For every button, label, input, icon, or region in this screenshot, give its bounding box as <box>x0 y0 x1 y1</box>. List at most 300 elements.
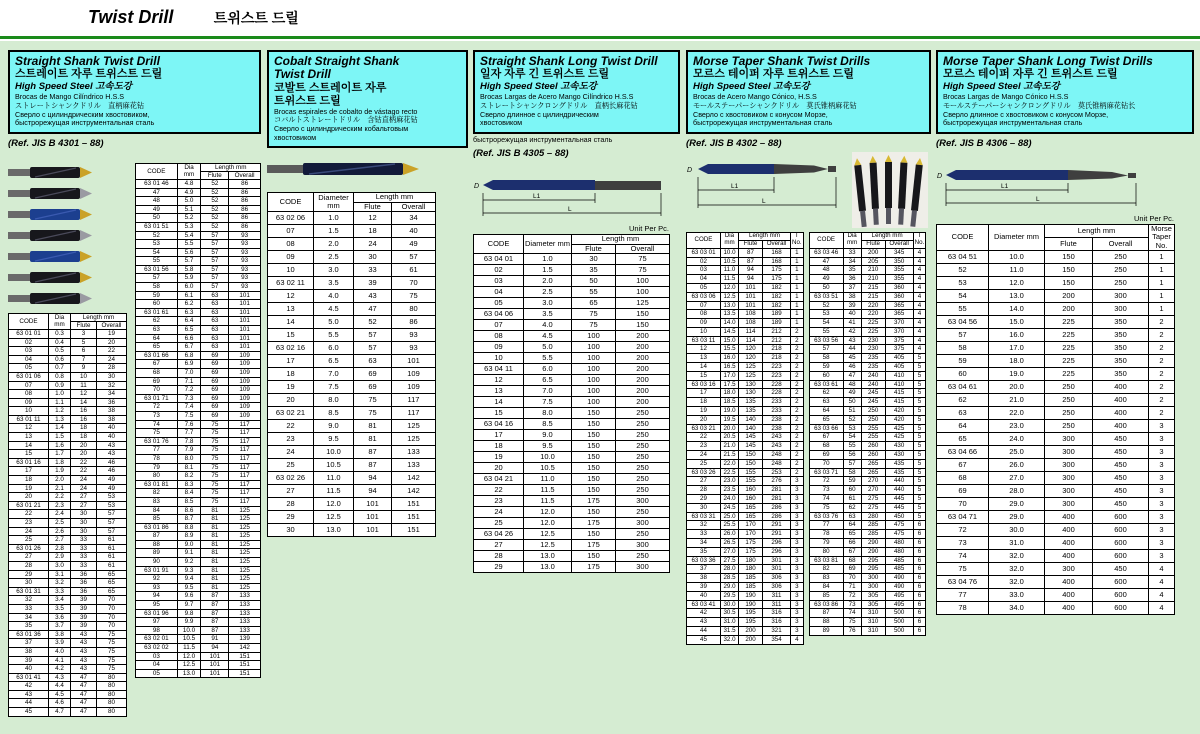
table-row: 02 0.4 5 20 <box>9 338 127 347</box>
table-row: 22 11.5 150 250 <box>474 485 670 496</box>
code-cell: 10 <box>9 407 49 416</box>
section-desc: Brocas Largas de Acero Mango Cilíndrico H.S.S <box>480 92 634 102</box>
code-cell: 32 <box>687 521 721 530</box>
section-title-korean: 스트레이트 자루 트위스트 드릴 <box>15 68 163 81</box>
table-row: 97 9.9 87 133 <box>136 618 261 627</box>
code-cell: 64 <box>136 334 178 343</box>
table-row: 82 69 295 485 6 <box>809 565 926 574</box>
table-row: 32 25.5 170 291 3 <box>687 521 804 530</box>
code-cell: 63 04 16 <box>474 419 524 430</box>
table-row: 63 02 16 6.0 57 93 <box>268 342 436 355</box>
table-row: 14 7.5 100 200 <box>474 397 670 408</box>
section-title: Morse Taper Shank Twist Drills <box>693 54 871 68</box>
page-title: Twist Drill <box>88 7 174 27</box>
table-row: 63 04 16 8.5 150 250 <box>474 419 670 430</box>
code-cell: 45 <box>687 635 721 644</box>
code-cell: 04 <box>474 287 524 298</box>
section-title: Straight Shank Twist Drill <box>15 54 160 68</box>
code-cell: 20 <box>268 394 314 407</box>
table-row: 10 5.5 100 200 <box>474 353 670 364</box>
jis-reference: (Ref. JIS B 4302 – 88) <box>686 137 782 149</box>
table-row: 27 11.5 94 142 <box>268 485 436 498</box>
code-cell: 98 <box>136 626 178 635</box>
code-cell: 87 <box>136 532 178 541</box>
jis-reference: (Ref. JIS B 4301 – 88) <box>8 137 104 149</box>
table-row: 55 42 225 370 4 <box>809 327 926 336</box>
table-row: 54 41 225 370 4 <box>809 319 926 328</box>
table-row: 87 8.9 81 125 <box>136 532 261 541</box>
code-cell: 58 <box>809 354 843 363</box>
table-row: 07 13.0 101 182 1 <box>687 301 804 310</box>
table-row: 18 7.0 69 109 <box>268 368 436 381</box>
table-row: 40 4.2 43 75 <box>9 665 127 674</box>
code-cell: 50 <box>809 283 843 292</box>
table-row: 77 7.9 75 117 <box>136 446 261 455</box>
table-row: 70 7.2 69 109 <box>136 386 261 395</box>
table-row: 73 7.5 69 109 <box>136 411 261 420</box>
section-title-korean-line2: 트위스트 드릴 <box>274 94 341 107</box>
code-cell: 04 <box>9 355 49 364</box>
table-row: 39 29.0 185 306 3 <box>687 583 804 592</box>
table-row: 83 70 300 490 6 <box>809 574 926 583</box>
code-cell: 43 <box>687 618 721 627</box>
section-title: Morse Taper Shank Long Twist Drills <box>943 54 1153 68</box>
code-cell: 04 <box>687 275 721 284</box>
section-desc: Сверло длинное с цилиндрическим <box>480 109 599 119</box>
table-row: 92 9.4 81 125 <box>136 575 261 584</box>
code-cell: 08 <box>268 238 314 251</box>
code-cell: 63 03 86 <box>809 600 843 609</box>
section-title: Cobalt Straight Shank <box>274 54 400 68</box>
code-cell: 85 <box>809 591 843 600</box>
code-cell: 88 <box>809 618 843 627</box>
table-row: 85 72 305 495 6 <box>809 591 926 600</box>
section-desc: быстрорежущая инструментальная сталь <box>693 118 833 128</box>
table-row: 19 2.1 24 49 <box>9 484 127 493</box>
table-row: 34 26.5 175 296 3 <box>687 539 804 548</box>
code-cell: 63 04 76 <box>937 576 989 589</box>
table-row: 19 10.0 150 250 <box>474 452 670 463</box>
table-row: 37 3.9 43 75 <box>9 639 127 648</box>
table-row: 52 5.4 57 93 <box>136 231 261 240</box>
table-row: 19 7.5 69 109 <box>268 381 436 394</box>
table-row: 63 04 06 3.5 75 150 <box>474 309 670 320</box>
code-cell: 70 <box>937 498 989 511</box>
code-cell: 18 <box>9 476 49 485</box>
section-straight-shank-long <box>473 50 680 573</box>
table-row: 44 31.5 200 321 3 <box>687 626 804 635</box>
table-row: 63 03 16 17.5 130 228 2 <box>687 380 804 389</box>
table-row: 38 4.0 43 75 <box>9 647 127 656</box>
table-row: 39 4.1 43 75 <box>9 656 127 665</box>
table-row: 42 4.4 47 80 <box>9 682 127 691</box>
table-row: 10 14.5 114 212 2 <box>687 327 804 336</box>
code-cell: 82 <box>809 565 843 574</box>
code-cell: 48 <box>809 266 843 275</box>
code-cell: 72 <box>136 403 178 412</box>
code-cell: 59 <box>937 355 989 368</box>
table-row: 63 01 86 8.8 81 125 <box>136 523 261 532</box>
table-row: 24 12.0 150 250 <box>474 507 670 518</box>
table-row: 78 65 285 475 6 <box>809 530 926 539</box>
section-title-line2: Twist Drill <box>274 67 331 82</box>
table-row: 04 0.6 7 24 <box>9 355 127 364</box>
code-cell: 70 <box>136 386 178 395</box>
section-desc: быстрорежущая инструментальная сталь <box>943 118 1083 128</box>
section-desc: モールステーパーシャンクロングドリル 莫氏锥柄麻花钻长 <box>943 100 1136 110</box>
table-row: 07 4.0 75 150 <box>474 320 670 331</box>
svg-text:L: L <box>1036 195 1040 203</box>
code-cell: 15 <box>9 450 49 459</box>
table-row: 94 9.6 87 133 <box>136 592 261 601</box>
code-cell: 57 <box>937 329 989 342</box>
table-row: 10 1.2 16 38 <box>9 407 127 416</box>
code-cell: 58 <box>937 342 989 355</box>
table-header: CODE Dia mm Length mm T No. Flute Overall <box>687 232 804 248</box>
code-cell: 07 <box>268 225 314 238</box>
section-title-korean: 모르스 테이퍼 자루 트위스트 드릴 <box>693 68 854 81</box>
code-cell: 63 04 51 <box>937 251 989 264</box>
code-cell: 63 03 11 <box>687 336 721 345</box>
table-row: 95 9.7 87 133 <box>136 601 261 610</box>
section-title-box <box>936 50 1194 134</box>
code-cell: 88 <box>136 540 178 549</box>
table-row: 13 4.5 47 80 <box>268 303 436 316</box>
table-row: 63 03 86 73 305 495 6 <box>809 600 926 609</box>
table-row: 63 04 56 15.0 225 350 2 <box>937 316 1175 329</box>
code-cell: 63 03 26 <box>687 468 721 477</box>
table-row: 70 57 265 435 5 <box>809 459 926 468</box>
code-cell: 08 <box>9 390 49 399</box>
table-row: 67 54 255 425 5 <box>809 433 926 442</box>
table-row: 63 04 61 20.0 250 400 2 <box>937 381 1175 394</box>
cobalt-table <box>267 192 436 537</box>
table-row: 63 22.0 250 400 2 <box>937 407 1175 420</box>
section-material: High Speed Steel 고속도강 <box>480 81 597 93</box>
table-row: 45 4.7 47 80 <box>9 708 127 717</box>
taper-drill-dimension-diagram <box>686 152 844 214</box>
table-row: 27 23.0 155 276 3 <box>687 477 804 486</box>
code-cell: 34 <box>9 613 49 622</box>
table-row: 59 46 235 405 5 <box>809 363 926 372</box>
svg-text:L1: L1 <box>731 182 739 190</box>
table-row: 28 12.0 101 151 <box>268 498 436 511</box>
table-header: CODE Diameter mm Length mm Flute Overall <box>474 235 670 254</box>
code-cell: 64 <box>809 407 843 416</box>
code-cell: 12 <box>687 345 721 354</box>
code-cell: 33 <box>9 604 49 613</box>
table-row: 18 9.5 150 250 <box>474 441 670 452</box>
code-cell: 58 <box>136 283 178 292</box>
svg-text:L: L <box>568 206 572 214</box>
table-row: 50 5.2 52 86 <box>136 214 261 223</box>
table-row: 64 6.6 63 101 <box>136 334 261 343</box>
code-cell: 89 <box>136 549 178 558</box>
table-row: 29 12.5 101 151 <box>268 511 436 524</box>
table-row: 63 02 02 11.5 94 142 <box>136 644 261 653</box>
table-row: 75 62 275 445 5 <box>809 503 926 512</box>
code-cell: 60 <box>937 368 989 381</box>
section-desc: Brocas Largas de Mango Cónico H.S.S <box>943 92 1069 102</box>
code-cell: 95 <box>136 601 178 610</box>
code-cell: 63 01 61 <box>136 308 178 317</box>
section-title-korean: 모르스 테이퍼 자루 긴 트위스트 드릴 <box>943 68 1118 81</box>
table-row: 59 18.0 225 350 2 <box>937 355 1175 368</box>
section-straight-shank <box>8 50 261 723</box>
table-row: 72 7.4 69 109 <box>136 403 261 412</box>
table-row: 28 3.0 33 61 <box>9 561 127 570</box>
code-cell: 63 <box>136 326 178 335</box>
code-cell: 35 <box>687 547 721 556</box>
code-cell: 03 <box>9 347 49 356</box>
code-cell: 63 03 66 <box>809 424 843 433</box>
table-row: 19 19.0 135 233 2 <box>687 407 804 416</box>
code-cell: 73 <box>937 537 989 550</box>
code-cell: 64 <box>937 420 989 433</box>
table-row: 12 15.5 120 218 2 <box>687 345 804 354</box>
table-row: 05 12.0 101 182 1 <box>687 283 804 292</box>
table-row: 22 9.0 81 125 <box>268 420 436 433</box>
table-row: 68 27.0 300 450 3 <box>937 472 1175 485</box>
table-row: 37 28.0 180 301 3 <box>687 565 804 574</box>
table-row: 03 11.0 94 175 1 <box>687 266 804 275</box>
table-row: 25 10.5 87 133 <box>268 459 436 472</box>
unit-note: Unit Per Pc. <box>628 224 669 234</box>
code-cell: 63 03 56 <box>809 336 843 345</box>
table-row: 93 9.5 81 125 <box>136 583 261 592</box>
code-cell: 62 <box>809 389 843 398</box>
table-row: 12 4.0 43 75 <box>268 290 436 303</box>
table-row: 63 03 51 38 215 360 4 <box>809 292 926 301</box>
section-title-box <box>8 50 261 134</box>
code-cell: 85 <box>136 515 178 524</box>
table-row: 27 2.9 33 61 <box>9 553 127 562</box>
table-row: 63 01 76 7.8 75 117 <box>136 437 261 446</box>
table-row: 87 74 310 500 6 <box>809 609 926 618</box>
table-row: 63 01 16 1.8 22 46 <box>9 458 127 467</box>
code-cell: 63 03 21 <box>687 424 721 433</box>
table-row: 63 01 66 6.8 69 109 <box>136 351 261 360</box>
code-cell: 19 <box>474 452 524 463</box>
code-cell: 63 01 46 <box>136 179 178 188</box>
code-cell: 55 <box>136 257 178 266</box>
table-row: 28 23.5 160 281 3 <box>687 486 804 495</box>
svg-text:L: L <box>762 197 766 205</box>
code-cell: 14 <box>474 397 524 408</box>
long-taper-table <box>936 224 1175 615</box>
code-cell: 63 04 01 <box>474 254 524 265</box>
code-cell: 75 <box>136 429 178 438</box>
table-row: 77 64 285 475 6 <box>809 521 926 530</box>
table-row: 23 21.0 145 243 2 <box>687 442 804 451</box>
table-row: 63 04 21 11.0 150 250 <box>474 474 670 485</box>
table-row: 82 8.4 75 117 <box>136 489 261 498</box>
header-divider <box>0 36 1200 39</box>
table-row: 63 01 11 1.3 16 38 <box>9 415 127 424</box>
table-row: 68 7.0 69 109 <box>136 369 261 378</box>
table-row: 62 21.0 250 400 2 <box>937 394 1175 407</box>
table-row: 44 4.6 47 80 <box>9 699 127 708</box>
code-cell: 02 <box>687 257 721 266</box>
code-cell: 60 <box>809 371 843 380</box>
drill-bits-photo <box>8 163 94 309</box>
code-cell: 59 <box>136 291 178 300</box>
page-title-korean: 트위스트 드릴 <box>213 10 299 26</box>
long-drill-table <box>473 234 670 573</box>
section-material: High Speed Steel 고속도강 <box>943 81 1060 93</box>
code-cell: 25 <box>9 536 49 545</box>
code-cell: 69 <box>809 451 843 460</box>
code-cell: 53 <box>937 277 989 290</box>
code-cell: 45 <box>9 708 49 717</box>
code-cell: 17 <box>687 389 721 398</box>
code-cell: 54 <box>809 319 843 328</box>
table-row: 84 71 300 490 6 <box>809 583 926 592</box>
table-row: 13 16.0 120 218 2 <box>687 354 804 363</box>
code-cell: 72 <box>809 477 843 486</box>
table-row: 17 9.0 150 250 <box>474 430 670 441</box>
table-row: 17 1.9 22 46 <box>9 467 127 476</box>
code-cell: 63 03 31 <box>687 512 721 521</box>
code-cell: 30 <box>268 524 314 537</box>
table-row: 63 02 21 8.5 75 117 <box>268 407 436 420</box>
table-row: 08 1.0 12 34 <box>9 390 127 399</box>
code-cell: 08 <box>474 331 524 342</box>
code-cell: 43 <box>9 690 49 699</box>
section-title-box <box>473 50 680 134</box>
code-cell: 63 01 51 <box>136 222 178 231</box>
table-row: 57 44 230 375 4 <box>809 345 926 354</box>
table-row: 63 04 66 25.0 300 450 3 <box>937 446 1175 459</box>
table-header: CODE Diameter mm Length mm Flute Overall <box>268 193 436 212</box>
table-row: 40 29.5 190 311 3 <box>687 591 804 600</box>
code-cell: 79 <box>136 463 178 472</box>
table-row: 54 5.6 57 93 <box>136 248 261 257</box>
table-row: 63 03 31 25.0 165 286 3 <box>687 512 804 521</box>
table-row: 20 8.0 75 117 <box>268 394 436 407</box>
table-row: 63 03 81 68 295 485 6 <box>809 556 926 565</box>
table-row: 18 18.5 135 233 2 <box>687 398 804 407</box>
code-cell: 83 <box>809 574 843 583</box>
code-cell: 05 <box>687 283 721 292</box>
code-cell: 23 <box>9 519 49 528</box>
section-title-korean: 코발트 스트레이트 자루 <box>274 81 387 94</box>
code-cell: 33 <box>687 530 721 539</box>
table-row: 02 10.5 87 168 1 <box>687 257 804 266</box>
table-row: 20 2.2 27 53 <box>9 493 127 502</box>
table-row: 63 50 245 415 5 <box>809 398 926 407</box>
code-cell: 18 <box>474 441 524 452</box>
code-cell: 17 <box>9 467 49 476</box>
code-cell: 08 <box>687 310 721 319</box>
table-header: CODE Dia mm Length mm Flute Overall <box>136 163 261 179</box>
table-row: 08 4.5 100 200 <box>474 331 670 342</box>
table-row: 14 1.6 20 43 <box>9 441 127 450</box>
content-area <box>0 41 1200 734</box>
code-cell: 14 <box>687 363 721 372</box>
code-cell: 94 <box>136 592 178 601</box>
table-row: 57 16.0 225 350 2 <box>937 329 1175 342</box>
code-cell: 73 <box>809 486 843 495</box>
code-cell: 63 01 16 <box>9 458 49 467</box>
code-cell: 90 <box>136 558 178 567</box>
code-cell: 40 <box>687 591 721 600</box>
svg-text:D: D <box>474 183 480 191</box>
code-cell: 39 <box>9 656 49 665</box>
code-cell: 63 02 06 <box>268 212 314 225</box>
code-cell: 23 <box>268 433 314 446</box>
code-cell: 15 <box>687 371 721 380</box>
section-desc: Сверло с хвостовиком с конусом Морзе, <box>693 109 828 119</box>
code-cell: 63 03 51 <box>809 292 843 301</box>
code-cell: 38 <box>9 647 49 656</box>
code-cell: 10 <box>268 264 314 277</box>
code-cell: 05 <box>136 669 178 678</box>
table-row: 73 60 270 440 5 <box>809 486 926 495</box>
table-row: 63 02 26 11.0 94 142 <box>268 472 436 485</box>
code-cell: 63 01 66 <box>136 351 178 360</box>
code-cell: 74 <box>937 550 989 563</box>
code-cell: 35 <box>9 622 49 631</box>
code-cell: 39 <box>687 583 721 592</box>
code-cell: 20 <box>474 463 524 474</box>
code-cell: 23 <box>474 496 524 507</box>
table-row: 63 01 06 0.8 10 30 <box>9 372 127 381</box>
table-row: 63 01 61 6.3 63 101 <box>136 308 261 317</box>
svg-text:D: D <box>687 166 693 174</box>
section-morse-taper-long <box>936 50 1194 615</box>
table-row: 69 28.0 300 450 3 <box>937 485 1175 498</box>
code-cell: 28 <box>474 551 524 562</box>
code-cell: 07 <box>687 301 721 310</box>
table-row: 08 13.5 108 189 1 <box>687 310 804 319</box>
code-cell: 63 02 11 <box>268 277 314 290</box>
taper-drill-set-photo <box>852 152 928 228</box>
code-cell: 63 03 81 <box>809 556 843 565</box>
table-row: 55 5.7 57 93 <box>136 257 261 266</box>
table-row: 63 04 11 6.0 100 200 <box>474 364 670 375</box>
code-cell: 29 <box>687 495 721 504</box>
table-row: 09 2.5 30 57 <box>268 251 436 264</box>
table-row: 64 23.0 250 400 3 <box>937 420 1175 433</box>
table-row: 63 01 01 0.3 3 19 <box>9 329 127 338</box>
code-cell: 93 <box>136 583 178 592</box>
code-cell: 34 <box>687 539 721 548</box>
code-cell: 10 <box>687 327 721 336</box>
table-row: 63 01 26 2.8 33 61 <box>9 544 127 553</box>
taper-table-left <box>686 232 804 645</box>
code-cell: 22 <box>268 420 314 433</box>
table-row: 59 6.1 63 101 <box>136 291 261 300</box>
table-row: 03 12.0 101 151 <box>136 652 261 661</box>
code-cell: 63 01 76 <box>136 437 178 446</box>
table-row: 05 0.7 9 28 <box>9 364 127 373</box>
table-row: 30 13.0 101 151 <box>268 524 436 537</box>
code-cell: 53 <box>809 310 843 319</box>
table-row: 58 45 235 405 5 <box>809 354 926 363</box>
code-cell: 87 <box>809 609 843 618</box>
code-cell: 63 04 21 <box>474 474 524 485</box>
table-row: 63 04 51 10.0 150 250 1 <box>937 251 1175 264</box>
table-row: 69 7.1 69 109 <box>136 377 261 386</box>
table-row: 78 8.0 75 117 <box>136 454 261 463</box>
code-cell: 63 03 36 <box>687 556 721 565</box>
table-row: 88 75 310 500 6 <box>809 618 926 627</box>
code-cell: 20 <box>687 415 721 424</box>
code-cell: 02 <box>474 265 524 276</box>
diagram-row <box>686 152 931 228</box>
code-cell: 49 <box>136 205 178 214</box>
